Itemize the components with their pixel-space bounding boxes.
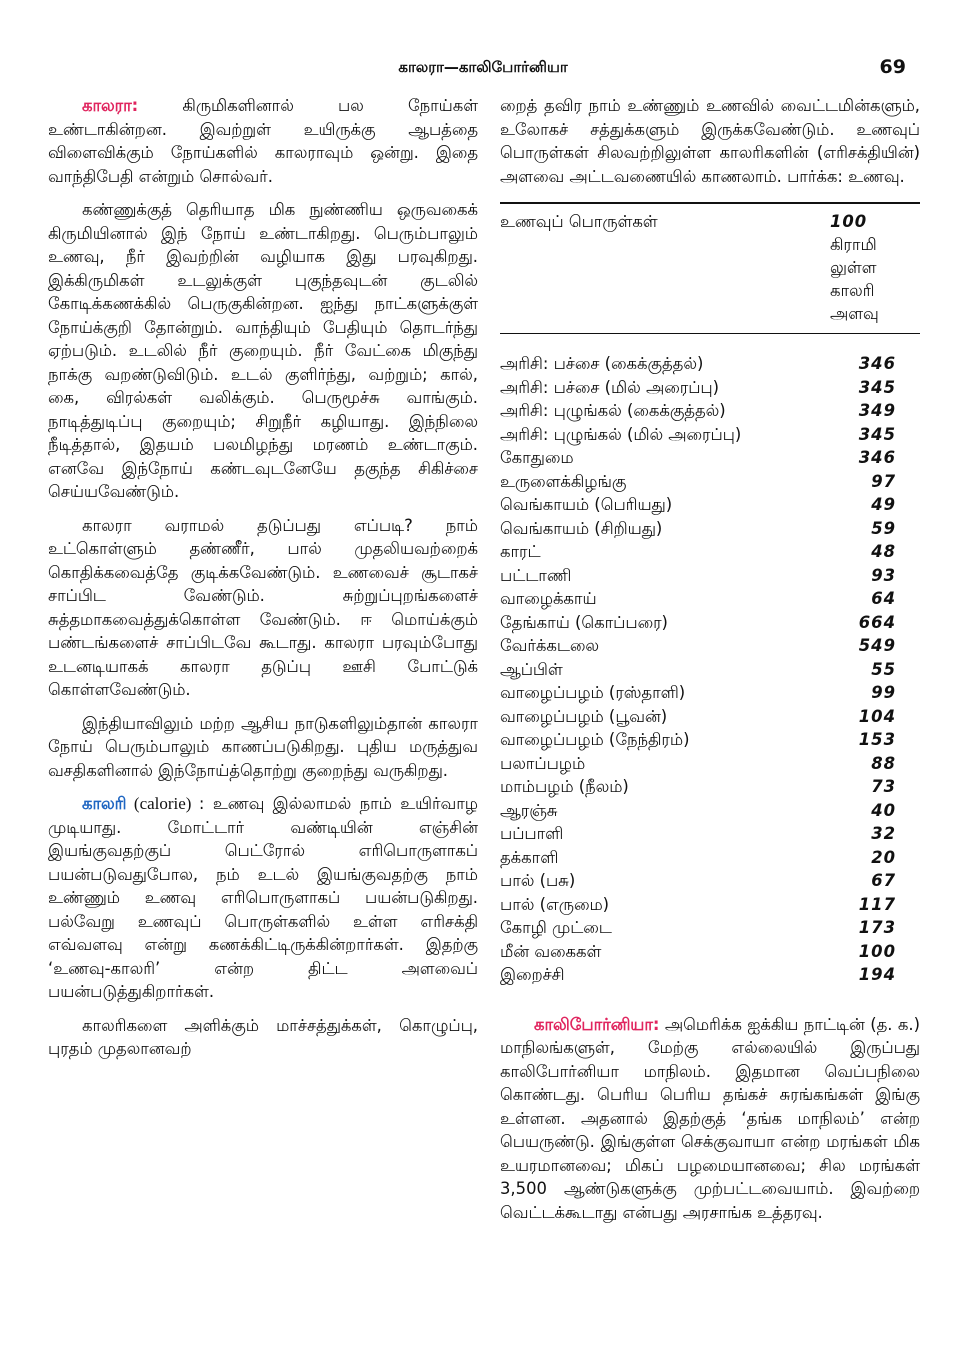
table-row (500, 376, 920, 400)
page-header (0, 58, 966, 82)
food-name: கோதுமை (500, 448, 574, 467)
calorie-value: 64 (871, 589, 896, 608)
calorie-latin: (calorie) (126, 794, 199, 813)
food-name: காரட் (500, 542, 541, 561)
food-name: பால் (எருமை) (500, 894, 610, 914)
table-row (500, 752, 920, 776)
page-number: 69 (879, 56, 906, 78)
cholera-intro (48, 94, 478, 188)
calorie-value: 88 (871, 753, 896, 773)
calorie-value: 346 (858, 354, 896, 373)
food-name: தேங்காய் (கொப்பரை) (500, 612, 668, 632)
calorie-continued: றைத் தவிர நாம் உண்ணும் உணவில் வைட்டமின்களும், உலோகச் சத்துக்களும் இருக்கவேண்டும். உணவுப் பொருள்கள் சிலவற்றிலுள்ள காலரிகளின் (எரிசக்தியின்) அளவை அட்டவணையில் காணலாம். பார்க்க: உணவு. (500, 96, 920, 186)
cholera-p1-text: கிருமிகளினால் பல நோய்கள் உண்டாகின்றன. இவற்றுள் உயிருக்கு ஆபத்தை விளைவிக்கும் நோய்களில் காலராவும் ஒன்று. இதை வாந்திபேதி என்றும் சொல்வர். (48, 96, 478, 186)
calorie-value: 349 (858, 401, 896, 420)
calorie-value: 664 (858, 612, 896, 632)
calorie-value: 67 (871, 871, 896, 890)
calorie-value: 20 (871, 847, 896, 867)
calorie-value: 93 (871, 565, 896, 585)
calorie-value: 345 (858, 424, 896, 444)
header-unit-line: லுள்ள (830, 258, 877, 277)
food-name: வாழைப்பழம் (ரஸ்தாளி) (500, 683, 686, 702)
food-name: வெங்காயம் (சிறியது) (500, 518, 663, 538)
running-title: காலரா—காலிபோர்னியா (398, 58, 568, 76)
table-row (500, 493, 920, 517)
food-name: வேர்க்கடலை (500, 636, 600, 655)
calorie-value: 173 (858, 918, 896, 937)
food-name: அரிசி: பச்சை (கைக்குத்தல்) (500, 354, 704, 373)
table-row (500, 681, 920, 705)
food-name: வாழைப்பழம் (பூவன்) (500, 706, 668, 726)
calorie-p1-text: : உணவு இல்லாமல் நாம் உயிர்வாழ முடியாது. மோட்டார் வண்டியின் எஞ்சின் இயங்குவதற்குப் பெட்ரோல் எரிபொருளாகப் பயன்படுவதுபோல, நம் உடல் இயங்குவதற்கு நாம் உண்ணும் உணவு எரிபொருளாகப் பயன்படுகிறது. பல்வேறு உணவுப் பொருள்களில் உள்ள எரிசக்தி எவ்வளவு என்று கணக்கிட்டிருக்கின்றார்கள். இதற்கு ‘உணவு-காலரி’ என்ற திட்ட அளவைப் பயன்படுத்துகிறார்கள். (48, 794, 478, 1001)
food-name: ஆப்பிள் (500, 659, 563, 679)
table-row (500, 470, 920, 494)
table-row (500, 846, 920, 870)
food-name: தக்காளி (500, 847, 559, 867)
calorie-value: 73 (871, 777, 896, 796)
calorie-value: 49 (871, 495, 896, 514)
food-name: மாம்பழம் (நீலம்) (500, 777, 629, 796)
header-unit-line: கிராமி (830, 235, 877, 254)
california-keyword: காலிபோர்னியா: (534, 1014, 660, 1034)
table-row (500, 916, 920, 940)
cholera-p4: இந்தியாவிலும் மற்ற ஆசிய நாடுகளிலும்தான் காலரா நோய் பெரும்பாலும் காணப்படுகிறது. புதிய மருத்துவ வசதிகளினால் இந்நோய்த்தொற்று குறைந்து வருகிறது. (48, 713, 478, 780)
table-row (500, 728, 920, 752)
calorie-p2: காலரிகளை அளிக்கும் மாச்சத்துக்கள், கொழுப்பு, புரதம் முதலானவற் (48, 1015, 478, 1058)
calorie-table (500, 352, 920, 987)
table-row (500, 658, 920, 682)
table-row (500, 634, 920, 658)
cholera-p2: கண்ணுக்குத் தெரியாத மிக நுண்ணிய ஒருவகைக் கிருமியினால் இந் நோய் உண்டாகிறது. பெரும்பாலும் உணவு, நீர் இவற்றின் வழியாக இது பரவுகிறது. இக்கிருமிகள் உடலுக்குள் புகுந்தவுடன் குடலில் கோடிக்கணக்கில் பெருகுகின்றன. ஐந்து நாட்களுக்குள் நோய்க்குறி தோன்றும். வாந்தியும் பேதியும் தொடர்ந்து ஏற்படும். உடலில் நீர் குறையும். நீர் வேட்கை மிகுந்து நாக்கு வறண்டுவிடும். உடல் குளிர்ந்து, வற்றும்; கால், கை, விரல்கள் வலிக்கும். பெருமூச்சு வாங்கும். நாடித்துடிப்பு குறையும்; சிறுநீர் கழியாது. இந்நிலை நீடித்தால், இதயம் பலமிழந்து மரணம் உண்டாகும். எனவே இந்நோய் கண்டவுடனேயே தகுந்த சிகிச்சை செய்யவேண்டும். (48, 200, 478, 501)
food-name: வாழைக்காய் (500, 589, 597, 608)
calorie-value: 40 (871, 800, 896, 820)
table-row (500, 423, 920, 447)
calorie-value: 345 (858, 377, 896, 397)
left-column (48, 94, 478, 1071)
food-name: கோழி முட்டை (500, 918, 612, 937)
food-name: வெங்காயம் (பெரியது) (500, 495, 673, 514)
table-row (500, 587, 920, 611)
header-unit-line: அளவு (830, 304, 879, 323)
calorie-value: 100 (858, 941, 896, 961)
calorie-intro (48, 792, 478, 1004)
table-row (500, 611, 920, 635)
table-row (500, 822, 920, 846)
table-row (500, 540, 920, 564)
food-name: பட்டாணி (500, 565, 572, 585)
food-name: பால் (பசு) (500, 871, 576, 890)
food-name: உருளைக்கிழங்கு (500, 471, 627, 491)
table-row (500, 799, 920, 823)
calorie-value: 97 (871, 471, 896, 491)
food-name: அரிசி: பச்சை (மில் அரைப்பு) (500, 377, 719, 397)
table-row (500, 352, 920, 376)
calorie-keyword: காலரி (82, 794, 127, 813)
table-row (500, 775, 920, 799)
cholera-p3: காலரா வராமல் தடுப்பது எப்படி? நாம் உட்கொள்ளும் தண்ணீர், பால் முதலியவற்றைக் கொதிக்கவைத்தே குடிக்கவேண்டும். உணவைச் சூடாகச் சாப்பிட வேண்டும். சுற்றுப்புறங்களைச் சுத்தமாகவைத்துக்கொள்ள வேண்டும். ஈ மொய்க்கும் பண்டங்களைச் சாப்பிடவே கூடாது. காலரா பரவும்போது உடனடியாகக் காலரா தடுப்பு ஊசி போட்டுக் கொள்ளவேண்டும். (48, 515, 478, 699)
calorie-value: 549 (858, 636, 896, 655)
calorie-table-header (500, 204, 920, 333)
calorie-value: 32 (871, 824, 896, 843)
table-row (500, 517, 920, 541)
right-column (500, 94, 920, 1234)
calorie-value: 59 (871, 518, 896, 538)
table-row (500, 564, 920, 588)
calorie-value: 346 (858, 448, 896, 467)
header-food: உணவுப் பொருள்கள் (500, 212, 658, 231)
header-unit-number: 100 (830, 212, 868, 231)
calorie-value: 117 (858, 894, 896, 914)
food-name: அரிசி: புழுங்கல் (மில் அரைப்பு) (500, 424, 742, 444)
calorie-value: 99 (871, 683, 896, 702)
food-name: ஆரஞ்சு (500, 800, 558, 820)
calorie-value: 104 (858, 706, 896, 726)
table-header-rule (500, 333, 920, 334)
calorie-value: 55 (871, 659, 896, 679)
california-entry (500, 1013, 920, 1225)
table-row (500, 869, 920, 893)
table-row (500, 940, 920, 964)
cholera-keyword: காலரா: (82, 96, 139, 115)
table-row (500, 399, 920, 423)
table-row (500, 893, 920, 917)
calorie-value: 48 (871, 542, 896, 561)
table-row (500, 705, 920, 729)
food-name: அரிசி: புழுங்கல் (கைக்குத்தல்) (500, 401, 726, 420)
food-name: இறைச்சி (500, 965, 565, 984)
california-text: அமெரிக்க ஐக்கிய நாட்டின் (த. க.) மாநிலங்களுள், மேற்கு எல்லையில் இருப்பது காலிபோர்னியா மாநிலம். இதமான வெப்பநிலை கொண்டது. பெரிய பெரிய தங்கச் சுரங்கங்கள் இங்கு உள்ளன. அதனால் இதற்குத் ‘தங்க மாநிலம்’ என்ற பெயருண்டு. இங்குள்ள செக்குவாயா என்ற மரங்கள் மிக உயரமானவை; மிகப் பழமையானவை; சில மரங்கள் 3,500 ஆண்டுகளுக்கு முற்பட்டவையாம். இவற்றை வெட்டக்கூடாது என்பது அரசாங்க உத்தரவு. (500, 1014, 920, 1222)
calorie-value: 194 (858, 965, 896, 984)
calorie-table-body (500, 344, 920, 987)
table-row (500, 446, 920, 470)
food-name: பப்பாளி (500, 824, 564, 843)
calorie-value: 153 (858, 730, 896, 749)
food-name: வாழைப்பழம் (நேந்திரம்) (500, 730, 690, 749)
food-name: பலாப்பழம் (500, 753, 586, 773)
header-unit (830, 210, 920, 325)
header-unit-line: காலரி (830, 281, 875, 300)
food-name: மீன் வகைகள் (500, 941, 602, 961)
table-row (500, 963, 920, 987)
